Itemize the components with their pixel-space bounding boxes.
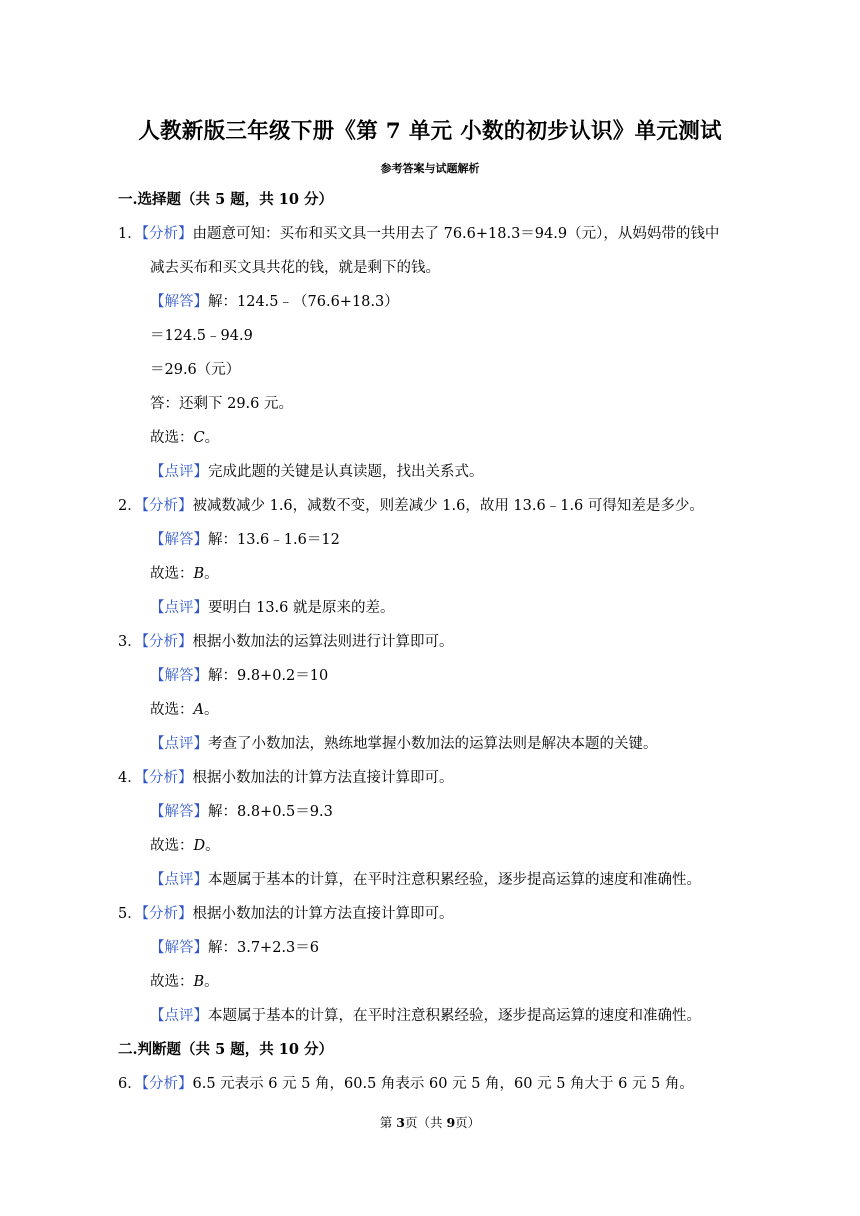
q3-comment-line: [150, 734, 658, 754]
answer-tag: 【解答】: [150, 940, 208, 956]
q5-analysis-line: [118, 904, 453, 924]
answer-tag: 【解答】: [150, 668, 208, 684]
total-pages: 9: [446, 1115, 456, 1130]
answer-tag: 【解答】: [150, 532, 208, 548]
comment-tag: 【点评】: [150, 464, 208, 480]
q1-reply: 答：还剩下 29.6 元。: [150, 396, 294, 412]
q4-answer-line: [150, 802, 333, 822]
comment-tag: 【点评】: [150, 872, 208, 888]
answer-tag: 【解答】: [150, 804, 208, 820]
footer-post: 页）: [455, 1115, 481, 1130]
q3-analysis-line: [118, 632, 453, 652]
q2-answer-text: 解：13.6﹣1.6＝12: [208, 532, 340, 548]
q5-comment-line: [150, 1006, 701, 1026]
choose-prefix: 故选：: [150, 702, 194, 718]
q1-choice-line: [150, 428, 219, 448]
analysis-tag: 【分析】: [141, 226, 193, 242]
document-title: 人教新版三年级下册《第 7 单元 小数的初步认识》单元测试: [138, 119, 722, 144]
analysis-tag: 【分析】: [141, 906, 193, 922]
q5-comment-text: 本题属于基本的计算，在平时注意积累经验，逐步提高运算的速度和准确性。: [208, 1008, 701, 1024]
q1-answer-text: 解：124.5﹣（76.6+18.3）: [208, 294, 399, 310]
analysis-tag: 【分析】: [141, 498, 193, 514]
q4-comment-text: 本题属于基本的计算，在平时注意积累经验，逐步提高运算的速度和准确性。: [208, 872, 701, 888]
choose-suffix: 。: [204, 566, 219, 582]
section-heading-judge: 二.判断题（共 5 题，共 10 分）: [118, 1041, 334, 1058]
q4-answer-text: 解：8.8+0.5＝9.3: [208, 804, 333, 820]
q1-comment-text: 完成此题的关键是认真读题，找出关系式。: [208, 464, 484, 480]
q5-choice: B: [193, 974, 205, 990]
q1-analysis-text: 由题意可知：买布和买文具一共用去了 76.6+18.3＝94.9（元），从妈妈带的钱中: [192, 226, 720, 242]
q2-analysis-line: [118, 496, 704, 516]
choose-suffix: 。: [204, 974, 219, 990]
choose-prefix: 故选：: [150, 430, 194, 446]
comment-tag: 【点评】: [150, 600, 208, 616]
choose-suffix: 。: [205, 838, 220, 854]
q6-analysis-line: [118, 1074, 694, 1094]
page-footer: [0, 1113, 860, 1131]
q1-choice: C: [193, 430, 205, 446]
q2-comment-line: [150, 598, 395, 618]
q1-answer-line: [150, 292, 399, 312]
q1-step2: ＝29.6（元）: [150, 362, 241, 378]
q2-answer-line: [150, 530, 340, 550]
q3-choice-line: [150, 700, 218, 720]
choose-suffix: 。: [203, 702, 219, 718]
q4-choice: D: [193, 838, 206, 854]
choose-prefix: 故选：: [150, 566, 194, 582]
q3-answer-text: 解：9.8+0.2＝10: [208, 668, 329, 684]
q5-analysis-text: 根据小数加法的计算方法直接计算即可。: [192, 906, 454, 922]
q2-number: 2．: [118, 498, 142, 514]
analysis-tag: 【分析】: [141, 770, 193, 786]
q2-choice-line: [150, 564, 219, 584]
footer-pre: 第: [379, 1115, 397, 1130]
choose-prefix: 故选：: [150, 974, 194, 990]
q5-choice-line: [150, 972, 219, 992]
q4-comment-line: [150, 870, 701, 890]
analysis-tag: 【分析】: [141, 634, 193, 650]
q6-analysis-text: 6.5 元表示 6 元 5 角，60.5 角表示 60 元 5 角，60 元 5 角大于 6 元 5 角。: [192, 1076, 694, 1092]
q1-analysis-cont: 减去买布和买文具共花的钱，就是剩下的钱。: [150, 260, 440, 276]
q1-step1: ＝124.5﹣94.9: [150, 328, 253, 344]
answer-tag: 【解答】: [150, 294, 208, 310]
q1-number: 1．: [118, 226, 142, 242]
q3-choice: A: [193, 702, 204, 718]
q5-number: 5．: [118, 906, 142, 922]
q3-comment-text: 考查了小数加法，熟练地掌握小数加法的运算法则是解决本题的关键。: [208, 736, 658, 752]
document-subtitle: 参考答案与试题解析: [380, 162, 480, 175]
q2-choice: B: [193, 566, 205, 582]
q1-comment-line: [150, 462, 484, 482]
choose-prefix: 故选：: [150, 838, 194, 854]
comment-tag: 【点评】: [150, 736, 208, 752]
q2-analysis-text: 被减数减少 1.6，减数不变，则差减少 1.6，故用 13.6﹣1.6 可得知差是多少。: [192, 498, 704, 514]
q3-analysis-text: 根据小数加法的运算法则进行计算即可。: [192, 634, 454, 650]
q6-number: 6．: [118, 1076, 142, 1092]
q1-analysis-line: [118, 224, 719, 244]
q2-comment-text: 要明白 13.6 就是原来的差。: [208, 600, 395, 616]
comment-tag: 【点评】: [150, 1008, 208, 1024]
q4-number: 4．: [118, 770, 142, 786]
q3-answer-line: [150, 666, 328, 686]
section-heading-choice: 一.选择题（共 5 题，共 10 分）: [118, 191, 334, 208]
q5-answer-text: 解：3.7+2.3＝6: [208, 940, 319, 956]
q4-analysis-line: [118, 768, 453, 788]
q5-answer-line: [150, 938, 319, 958]
current-page: 3: [396, 1115, 405, 1130]
choose-suffix: 。: [204, 430, 220, 446]
q4-analysis-text: 根据小数加法的计算方法直接计算即可。: [192, 770, 454, 786]
q4-choice-line: [150, 836, 220, 856]
analysis-tag: 【分析】: [141, 1076, 193, 1092]
footer-mid: 页（共: [404, 1115, 447, 1130]
q3-number: 3．: [118, 634, 142, 650]
